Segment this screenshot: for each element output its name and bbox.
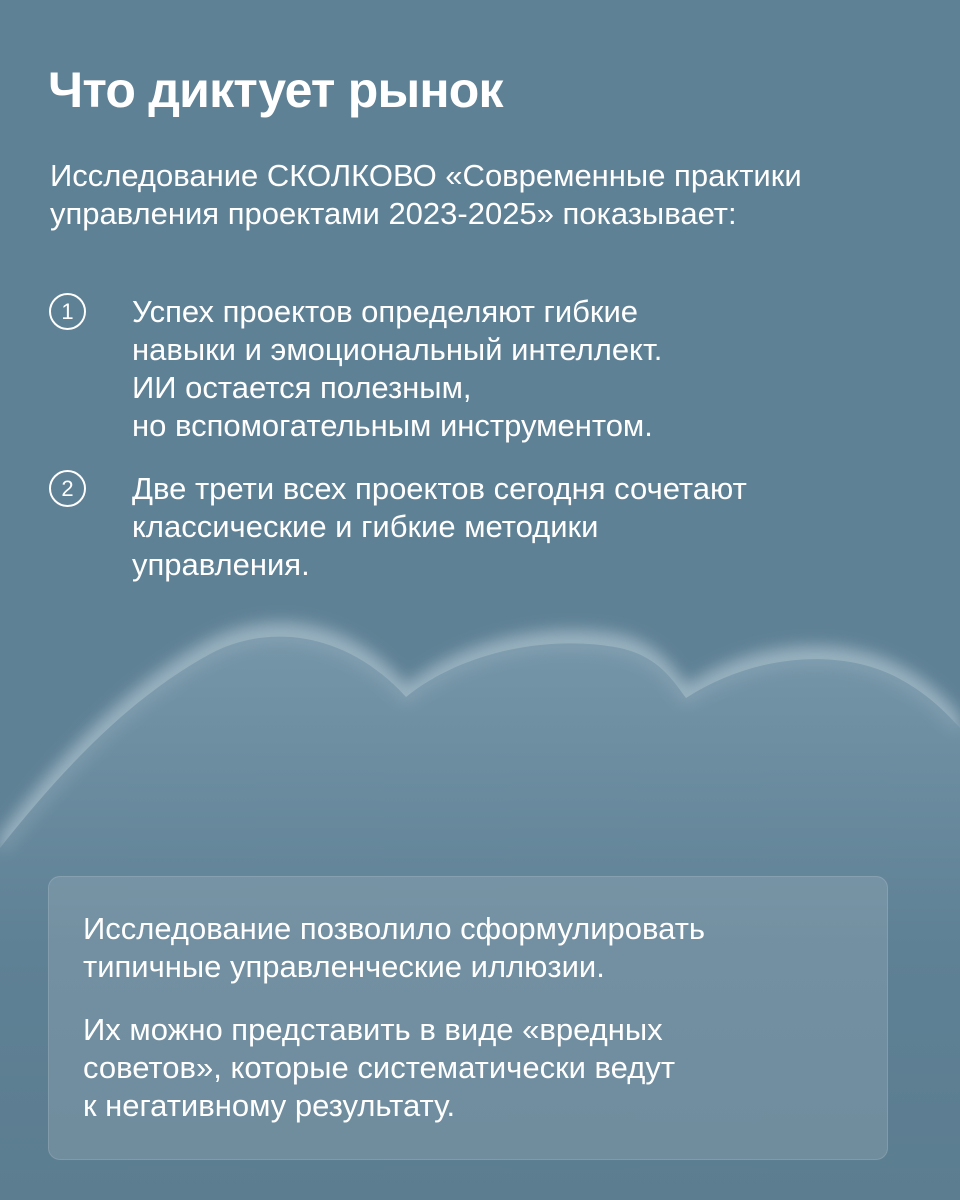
finding-number-1: 1 [49,293,86,330]
page-title: Что диктует рынок [48,62,503,118]
finding-number-2: 2 [49,470,86,507]
finding-item-1 [48,293,908,445]
intro-text: Исследование СКОЛКОВО «Современные практики управления проектами 2023-2025» показывает: [50,158,802,231]
note-card [48,876,888,1160]
note-paragraph-1: Исследование позволило сформулировать типичные управленческие иллюзии. [83,911,706,984]
findings-list [48,293,908,609]
finding-text-1: Успех проектов определяют гибкие навыки и эмоциональный интеллект. ИИ остается полезным, но вспомогательным инструментом. [132,294,663,443]
finding-item-2 [48,470,908,584]
finding-text-2: Две трети всех проектов сегодня сочетают классические и гибкие методики управления. [132,471,747,582]
note-paragraph-2: Их можно представить в виде «вредных советов», которые систематически ведут к негативному результату. [83,1012,676,1123]
